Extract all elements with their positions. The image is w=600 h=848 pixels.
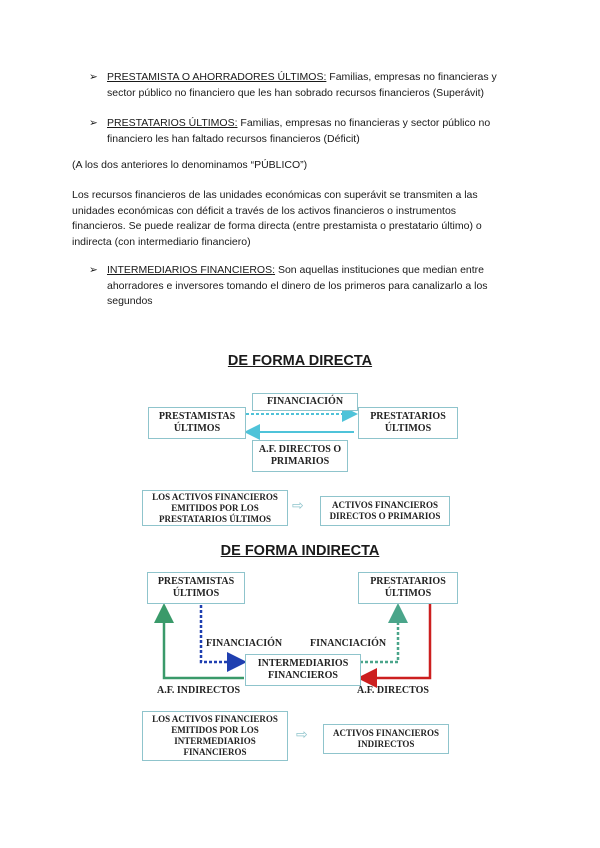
bullet-intermediarios: INTERMEDIARIOS FINANCIEROS: Son aquellas instituciones que median entre ahorradores e inversores tomando el dinero de los primeros para canalizarlo a los segundos — [107, 264, 488, 307]
indirect-financiacion-left: FINANCIACIÓN — [206, 638, 283, 649]
bullet-icon: ➢ — [89, 117, 98, 129]
term-prestatarios: PRESTATARIOS ÚLTIMOS — [107, 117, 235, 129]
indirect-note-right: ACTIVOS FINANCIEROS INDIRECTOS — [323, 724, 449, 754]
indirect-note-left: LOS ACTIVOS FINANCIEROS EMITIDOS POR LOS INTERMEDIARIOS FINANCIEROS — [142, 711, 288, 761]
indirect-prestatarios-box: PRESTATARIOS ÚLTIMOS — [358, 572, 458, 604]
bullet-icon: ➢ — [89, 71, 98, 83]
term-prestamistas: PRESTAMISTA O AHORRADORES ÚLTIMOS — [107, 71, 324, 83]
indirect-blue-arrow — [201, 605, 242, 662]
right-arrow-icon: ⇨ — [292, 499, 304, 514]
right-arrow-icon: ⇨ — [296, 728, 308, 743]
bullet-prestatarios: PRESTATARIOS ÚLTIMOS: Familias, empresas no financieras y sector público no financiero les han faltado recursos financieros (Déficit) — [107, 117, 491, 145]
term-intermediarios: INTERMEDIARIOS FINANCIEROS — [107, 264, 273, 276]
publico-note: (A los dos anteriores lo denominamos “PÚBLICO”) — [72, 159, 308, 171]
intermediarios-box: INTERMEDIARIOS FINANCIEROS — [245, 654, 361, 686]
direct-af-box: A.F. DIRECTOS O PRIMARIOS — [252, 440, 348, 472]
direct-title: DE FORMA DIRECTA — [227, 353, 373, 369]
bullet-prestamistas: PRESTAMISTA O AHORRADORES ÚLTIMOS: Familias, empresas no financieras y sector público no financiero que les han sobrado recursos financieros (Superávit) — [107, 71, 497, 99]
direct-note-right: ACTIVOS FINANCIEROS DIRECTOS O PRIMARIOS — [320, 496, 450, 526]
indirect-title: DE FORMA INDIRECTA — [220, 543, 380, 559]
direct-note-left: LOS ACTIVOS FINANCIEROS EMITIDOS POR LOS PRESTATARIOS ÚLTIMOS — [142, 490, 288, 526]
direct-financiacion-box: FINANCIACIÓN — [252, 393, 358, 411]
indirect-teal-arrow — [360, 608, 398, 662]
indirect-financiacion-right: FINANCIACIÓN — [310, 638, 387, 649]
af-indirectos-label: A.F. INDIRECTOS — [157, 685, 241, 696]
direct-prestatarios-box: PRESTATARIOS ÚLTIMOS — [358, 407, 458, 439]
indirect-prestamistas-box: PRESTAMISTAS ÚLTIMOS — [147, 572, 245, 604]
af-directos-label: A.F. DIRECTOS — [357, 685, 429, 696]
paragraph: Los recursos financieros de las unidades económicas con superávit se transmiten a las unidades económicas con déficit a través de los activos financieros o instrumentos financieros. Se puede realizar de forma directa (entre prestamista o prestatario último) o indirecta (con intermediario financiero) — [72, 189, 482, 248]
direct-prestamistas-box: PRESTAMISTAS ÚLTIMOS — [148, 407, 246, 439]
bullet-icon: ➢ — [89, 264, 98, 276]
